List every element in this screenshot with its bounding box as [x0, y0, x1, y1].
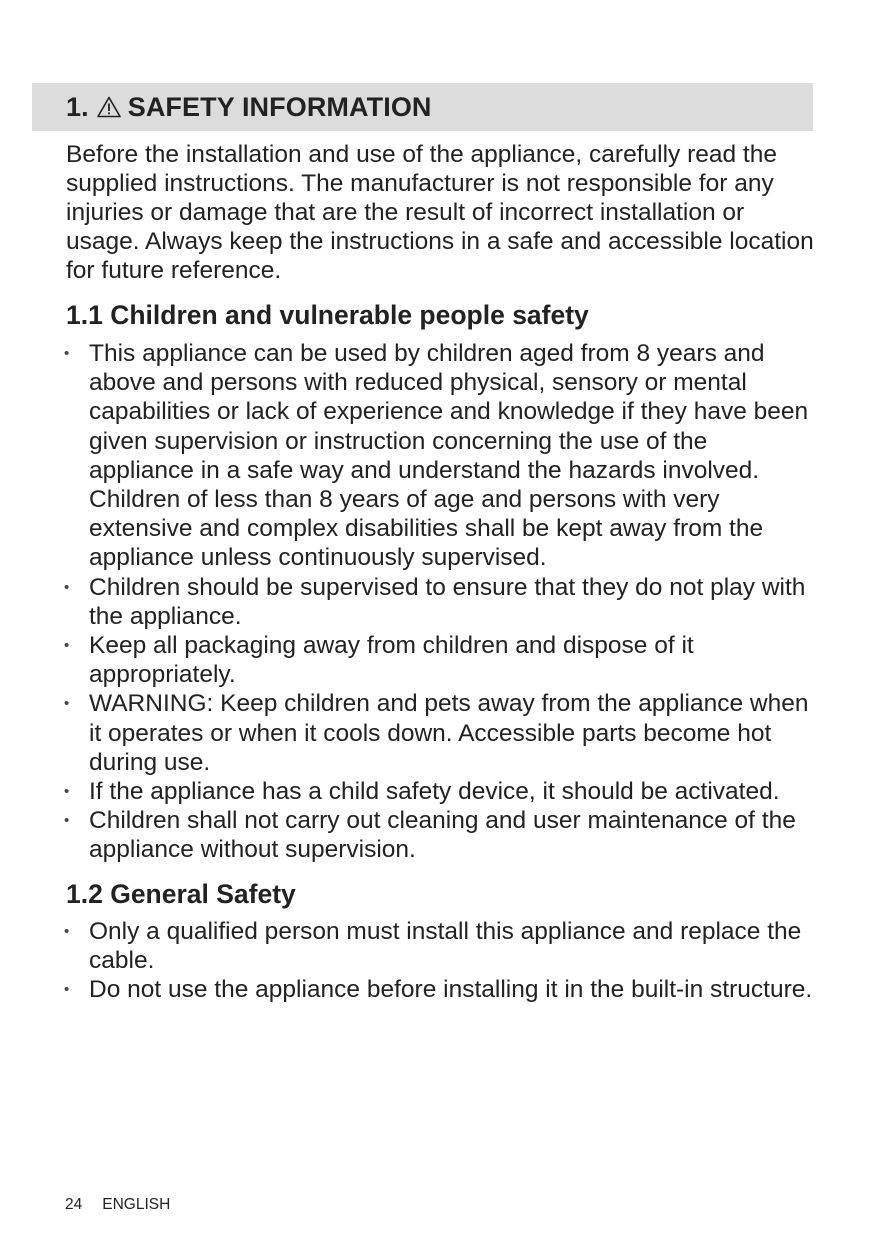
footer-language: ENGLISH	[102, 1196, 171, 1213]
section-content	[66, 140, 816, 1004]
section-title-bar	[32, 83, 813, 131]
bullet-icon: •	[64, 812, 70, 830]
list-item: • Children shall not carry out cleaning and user maintenance of the appliance without supervision.	[64, 807, 796, 864]
list-item: • Do not use the appliance before installing it in the built-in structure.	[64, 976, 813, 1004]
subsection-heading-general-safety: 1.2 General Safety	[66, 878, 296, 909]
bullet-icon: •	[64, 922, 70, 940]
section-title-text: SAFETY INFORMATION	[127, 91, 432, 122]
list-item: • Children should be supervised to ensure that they do not play with the appliance.	[64, 573, 806, 630]
general-safety-list	[66, 917, 816, 1005]
bullet-icon: •	[64, 345, 70, 362]
subsection-heading-children-safety: 1.1 Children and vulnerable people safety	[66, 300, 589, 330]
list-item: • Only a qualified person must install this appliance and replace the cable.	[64, 917, 802, 974]
section-number: 1.	[66, 91, 89, 122]
page-footer	[65, 1196, 170, 1214]
list-item: • This appliance can be used by children aged from 8 years and above and persons with reduced physical, sensory or mental capabilities or lack of experience and knowledge if they have been given supervision or instruction concerning the use of the appliance in a safe way and understand the hazards involved. Children of less than 8 years of age and persons with very extensive and complex disabilities shall be kept away from the appliance unless continuously supervised.	[64, 340, 809, 572]
section-title	[66, 92, 432, 123]
children-safety-list	[66, 339, 816, 865]
list-item: • WARNING: Keep children and pets away from the appliance when it operates or when it cools down. Accessible parts become hot during use.	[64, 690, 809, 776]
bullet-icon: •	[64, 578, 70, 596]
list-item: • Keep all packaging away from children and dispose of it appropriately.	[64, 632, 694, 689]
bullet-icon: •	[64, 981, 70, 999]
warning-triangle-icon	[97, 96, 121, 118]
list-item: • If the appliance has a child safety device, it should be activated.	[64, 778, 780, 806]
page-number: 24	[65, 1196, 83, 1213]
bullet-icon: •	[64, 695, 70, 713]
intro-paragraph: Before the installation and use of the appliance, carefully read the supplied instructions. The manufacturer is not responsible for any injuries or damage that are the result of incorrect installation or usage. Always keep the instructions in a safe and accessible location for future reference.	[66, 141, 814, 284]
bullet-icon: •	[64, 783, 70, 801]
bullet-icon: •	[64, 637, 70, 655]
